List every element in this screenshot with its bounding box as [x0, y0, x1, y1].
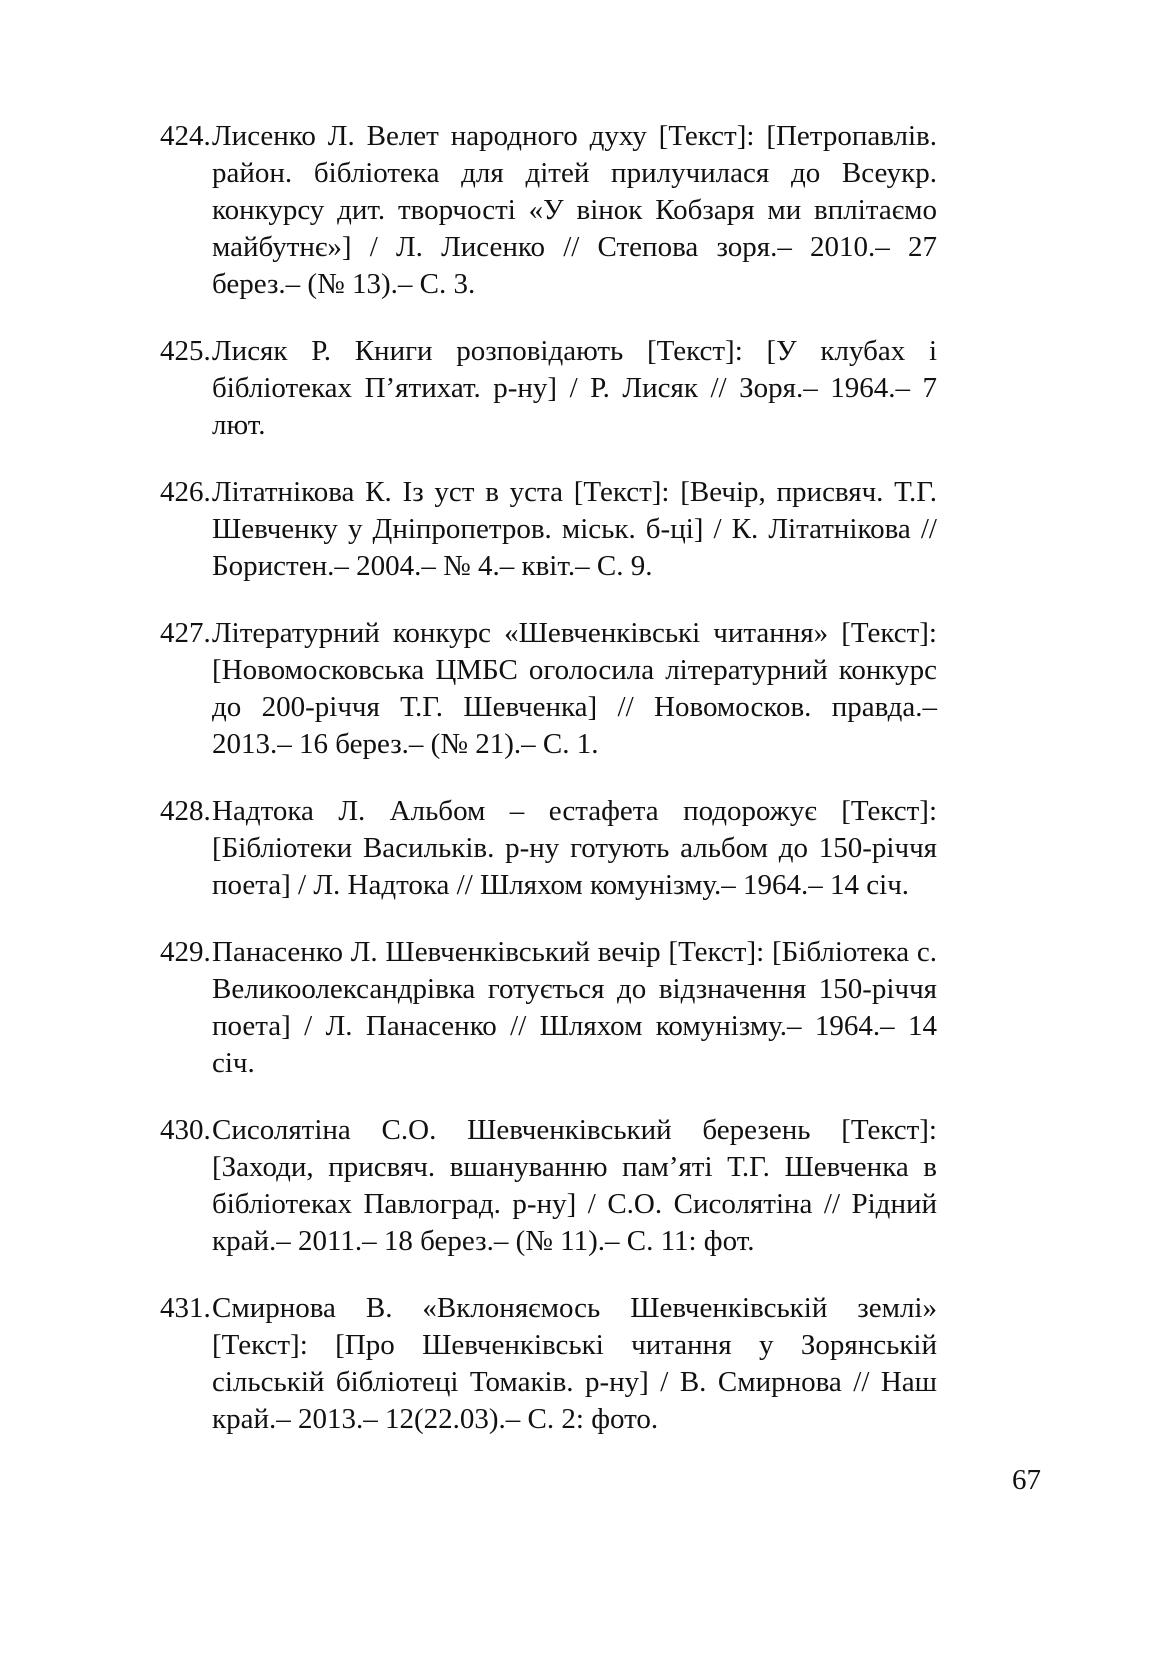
entry-number: 425. — [160, 335, 211, 367]
entry-number: 424. — [160, 120, 211, 152]
bibliography-entry-428 — [160, 793, 937, 904]
entry-text: Панасенко Л. Шевченківський вечір [Текст]: [Бібліотека с. Великоолександрівка готується до відзначення 150-річчя поета] / Л. Панасенко // Шляхом комунізму.– 1964.– 14 січ. — [212, 936, 937, 1079]
bibliography-entry-424 — [160, 118, 937, 303]
entry-number: 429. — [160, 936, 211, 968]
entry-number: 431. — [160, 1292, 211, 1324]
entry-text: Літературний конкурс «Шевченківські читання» [Текст]: [Новомосковська ЦМБС оголосила літературний конкурс до 200-річчя Т.Г. Шевченка] // Новомосков. правда.– 2013.– 16 берез.– (№ 21).– С. 1. — [212, 617, 937, 760]
entry-number: 430. — [160, 1114, 211, 1146]
entry-text: Надтока Л. Альбом – естафета подорожує [Текст]: [Бібліотеки Васильків. р-ну готують альбом до 150-річчя поета] / Л. Надтока // Шляхом комунізму.– 1964.– 14 січ. — [212, 795, 937, 901]
bibliography-list — [160, 118, 937, 1468]
entry-text: Лисяк Р. Книги розповідають [Текст]: [У клубах і бібліотеках П’ятихат. р-ну] / Р. Лисяк // Зоря.– 1964.– 7 лют. — [212, 335, 937, 441]
bibliography-entry-431 — [160, 1290, 937, 1438]
bibliography-entry-426 — [160, 474, 937, 585]
entry-text: Лисенко Л. Велет народного духу [Текст]: [Петропавлів. район. бібліотека для дітей прилучилася до Всеукр. конкурсу дит. творчості «У вінок Кобзаря ми вплітаємо майбутнє»] / Л. Лисенко // Степова зоря.– 2010.– 27 берез.– (№ 13).– С. 3. — [212, 120, 937, 300]
entry-number: 428. — [160, 795, 211, 827]
entry-text: Смирнова В. «Вклоняємось Шевченківській землі» [Текст]: [Про Шевченківські читання у Зорянській сільській бібліотеці Томаків. р-ну] / В. Смирнова // Наш край.– 2013.– 12(22.03).– С. 2: фото. — [212, 1292, 937, 1435]
entry-number: 427. — [160, 617, 211, 649]
bibliography-entry-425 — [160, 333, 937, 444]
bibliography-entry-430 — [160, 1112, 937, 1260]
entry-text: Літатнікова К. Із уст в уста [Текст]: [Вечір, присвяч. Т.Г. Шевченку у Дніпропетров. міськ. б-ці] / К. Літатнікова // Бористен.– 2004.– № 4.– квіт.– С. 9. — [212, 476, 937, 582]
bibliography-entry-427 — [160, 615, 937, 763]
page-number: 67 — [1012, 1464, 1041, 1496]
bibliography-entry-429 — [160, 934, 937, 1082]
entry-text: Сисолятіна С.О. Шевченківський березень [Текст]: [Заходи, присвяч. вшануванню пам’яті Т.Г. Шевченка в бібліотеках Павлоград. р-ну] / С.О. Сисолятіна // Рідний край.– 2011.– 18 берез.– (№ 11).– С. 11: фот. — [212, 1114, 937, 1257]
entry-number: 426. — [160, 476, 211, 508]
